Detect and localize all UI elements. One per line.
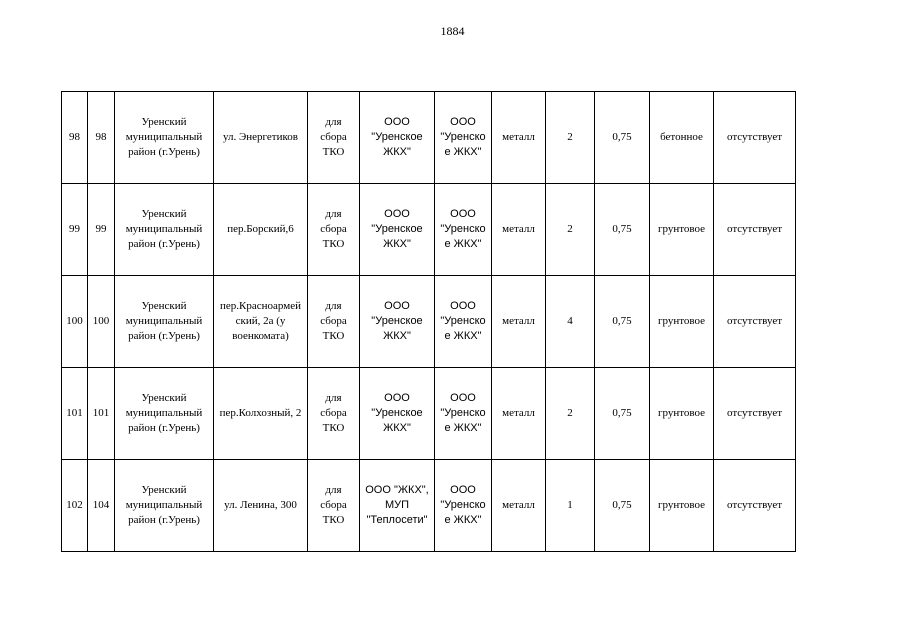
operator-line: ООО: [450, 392, 476, 404]
page-number: 1884: [440, 24, 465, 38]
material-cell: [492, 92, 546, 184]
balance-holder-line: ЖКХ": [383, 330, 411, 342]
operator-cell: [435, 184, 492, 276]
district-line: Уренский: [141, 208, 187, 220]
operator-cell: [435, 92, 492, 184]
registry-number-cell: [88, 368, 115, 460]
address-line: ул. Энергетиков: [223, 131, 298, 143]
surface-text: бетонное: [660, 131, 703, 143]
container-count-cell: [546, 184, 595, 276]
volume-text: 0,75: [612, 499, 632, 511]
address-cell: [214, 276, 308, 368]
operator-cell: [435, 460, 492, 552]
address-cell: [214, 184, 308, 276]
balance-holder-line: МУП: [384, 499, 410, 511]
material-text: металл: [502, 315, 535, 327]
district-cell: [115, 368, 214, 460]
registry-number-cell: [88, 460, 115, 552]
district-line: район (г.Урень): [128, 330, 200, 342]
operator-line: "Уренско: [440, 499, 486, 511]
purpose-line: для: [325, 208, 342, 220]
material-text: металл: [502, 407, 535, 419]
balance-holder-line: ООО: [384, 300, 410, 312]
purpose-cell: [308, 92, 360, 184]
register-rows: [62, 92, 796, 552]
volume-text: 0,75: [612, 131, 632, 143]
purpose-line: ТКО: [322, 238, 345, 250]
registry-number-cell: [88, 92, 115, 184]
n1-text: 99: [69, 223, 80, 235]
count-text: 2: [567, 131, 573, 143]
register-table: [61, 91, 796, 552]
fence-cell: [714, 276, 796, 368]
balance-holder-line: ООО: [384, 392, 410, 404]
fence-text: отсутствует: [726, 407, 783, 419]
operator-line: е ЖКХ": [444, 330, 482, 342]
operator-line: е ЖКХ": [444, 514, 482, 526]
operator-cell: [435, 368, 492, 460]
n2-text: 100: [92, 315, 110, 327]
district-line: район (г.Урень): [128, 146, 200, 158]
surface-cell: [650, 368, 714, 460]
volume-cell: [595, 460, 650, 552]
purpose-line: для: [325, 300, 342, 312]
volume-text: 0,75: [612, 315, 632, 327]
balance-holder-line: "Уренское: [371, 315, 423, 327]
address-line: военкомата): [232, 330, 289, 342]
district-line: район (г.Урень): [128, 422, 200, 434]
table-row: [62, 460, 796, 552]
purpose-line: ТКО: [322, 514, 345, 526]
n2-text: 101: [92, 407, 110, 419]
district-cell: [115, 276, 214, 368]
fence-text: отсутствует: [726, 223, 783, 235]
operator-line: е ЖКХ": [444, 422, 482, 434]
surface-cell: [650, 276, 714, 368]
purpose-line: для: [325, 484, 342, 496]
container-count-cell: [546, 276, 595, 368]
operator-line: "Уренско: [440, 315, 486, 327]
material-cell: [492, 184, 546, 276]
row-number-cell: [62, 276, 88, 368]
operator-line: "Уренско: [440, 223, 486, 235]
balance-holder-line: ООО: [384, 116, 410, 128]
purpose-cell: [308, 460, 360, 552]
container-count-cell: [546, 460, 595, 552]
count-text: 1: [567, 499, 573, 511]
district-line: Уренский: [141, 392, 187, 404]
surface-text: грунтовое: [657, 407, 706, 419]
operator-line: "Уренско: [440, 131, 486, 143]
district-line: район (г.Урень): [128, 238, 200, 250]
district-line: муниципальный: [125, 315, 203, 327]
volume-cell: [595, 184, 650, 276]
purpose-line: сбора: [320, 131, 347, 143]
purpose-line: сбора: [320, 499, 347, 511]
row-number-cell: [62, 460, 88, 552]
purpose-line: ТКО: [322, 330, 345, 342]
district-cell: [115, 92, 214, 184]
operator-line: е ЖКХ": [444, 146, 482, 158]
n1-text: 101: [66, 407, 83, 419]
address-line: ский, 2а (у: [235, 315, 286, 327]
table-row: [62, 276, 796, 368]
count-text: 2: [567, 223, 573, 235]
container-count-cell: [546, 368, 595, 460]
surface-text: грунтовое: [657, 315, 706, 327]
operator-line: ООО: [450, 484, 476, 496]
registry-number-cell: [88, 184, 115, 276]
balance-holder-line: "Уренское: [371, 223, 423, 235]
surface-cell: [650, 460, 714, 552]
operator-line: ООО: [450, 208, 476, 220]
n2-text: 104: [92, 499, 110, 511]
district-line: муниципальный: [125, 131, 203, 143]
balance-holder-line: "Уренское: [371, 407, 423, 419]
operator-line: ООО: [450, 116, 476, 128]
volume-text: 0,75: [612, 223, 632, 235]
purpose-line: для: [325, 116, 342, 128]
surface-text: грунтовое: [657, 499, 706, 511]
n1-text: 102: [66, 499, 83, 511]
purpose-line: сбора: [320, 223, 347, 235]
volume-cell: [595, 92, 650, 184]
district-cell: [115, 184, 214, 276]
row-number-cell: [62, 368, 88, 460]
district-line: муниципальный: [125, 499, 203, 511]
table-row: [62, 184, 796, 276]
count-text: 2: [567, 407, 573, 419]
count-text: 4: [567, 315, 573, 327]
table-row: [62, 368, 796, 460]
district-cell: [115, 460, 214, 552]
balance-holder-cell: [360, 276, 435, 368]
balance-holder-line: ЖКХ": [383, 422, 411, 434]
material-cell: [492, 460, 546, 552]
address-line: ул. Ленина, 300: [224, 499, 297, 511]
purpose-line: для: [325, 392, 342, 404]
surface-cell: [650, 184, 714, 276]
balance-holder-cell: [360, 368, 435, 460]
district-line: муниципальный: [125, 223, 203, 235]
operator-line: "Уренско: [440, 407, 486, 419]
material-text: металл: [502, 499, 535, 511]
purpose-line: ТКО: [322, 422, 345, 434]
address-line: пер.Колхозный, 2: [219, 407, 302, 419]
balance-holder-cell: [360, 184, 435, 276]
material-text: металл: [502, 131, 535, 143]
operator-cell: [435, 276, 492, 368]
balance-holder-line: ЖКХ": [383, 146, 411, 158]
district-line: Уренский: [141, 300, 187, 312]
operator-line: ООО: [450, 300, 476, 312]
material-cell: [492, 276, 546, 368]
purpose-cell: [308, 184, 360, 276]
district-line: Уренский: [141, 116, 187, 128]
material-cell: [492, 368, 546, 460]
balance-holder-cell: [360, 460, 435, 552]
n1-text: 100: [66, 315, 83, 327]
district-line: Уренский: [141, 484, 187, 496]
container-count-cell: [546, 92, 595, 184]
n2-text: 98: [95, 131, 107, 143]
registry-number-cell: [88, 276, 115, 368]
volume-text: 0,75: [612, 407, 632, 419]
district-line: район (г.Урень): [128, 514, 200, 526]
fence-cell: [714, 92, 796, 184]
row-number-cell: [62, 184, 88, 276]
purpose-line: сбора: [320, 315, 347, 327]
address-line: пер.Красноармей: [220, 300, 301, 312]
n2-text: 99: [95, 223, 107, 235]
balance-holder-line: "Теплосети": [366, 514, 428, 526]
row-number-cell: [62, 92, 88, 184]
purpose-cell: [308, 368, 360, 460]
purpose-cell: [308, 276, 360, 368]
material-text: металл: [502, 223, 535, 235]
balance-holder-line: ЖКХ": [383, 238, 411, 250]
purpose-line: сбора: [320, 407, 347, 419]
balance-holder-line: ООО "ЖКХ",: [365, 484, 429, 496]
volume-cell: [595, 368, 650, 460]
balance-holder-cell: [360, 92, 435, 184]
balance-holder-line: ООО: [384, 208, 410, 220]
district-line: муниципальный: [125, 407, 203, 419]
purpose-line: ТКО: [322, 146, 345, 158]
address-cell: [214, 368, 308, 460]
balance-holder-line: "Уренское: [371, 131, 423, 143]
address-cell: [214, 460, 308, 552]
volume-cell: [595, 276, 650, 368]
operator-line: е ЖКХ": [444, 238, 482, 250]
fence-cell: [714, 184, 796, 276]
fence-text: отсутствует: [726, 315, 783, 327]
fence-text: отсутствует: [726, 131, 783, 143]
address-cell: [214, 92, 308, 184]
surface-cell: [650, 92, 714, 184]
fence-text: отсутствует: [726, 499, 783, 511]
table-row: [62, 92, 796, 184]
surface-text: грунтовое: [657, 223, 706, 235]
address-line: пер.Борский,6: [227, 223, 294, 235]
fence-cell: [714, 460, 796, 552]
fence-cell: [714, 368, 796, 460]
n1-text: 98: [69, 131, 80, 143]
